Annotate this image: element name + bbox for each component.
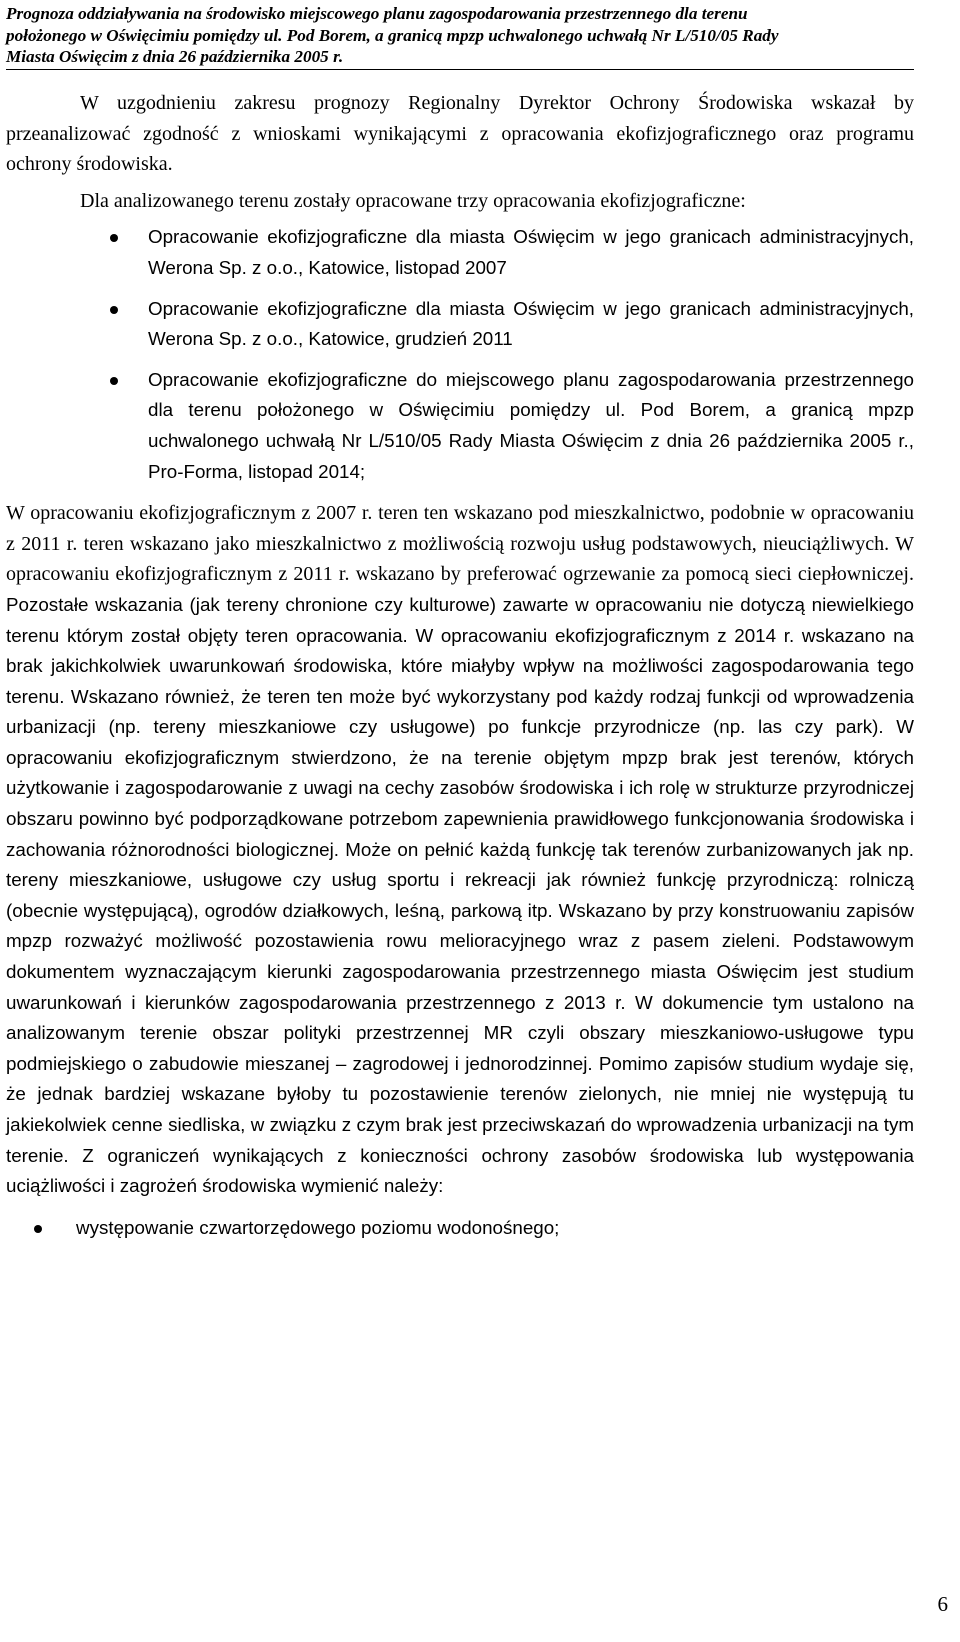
constraints-list: [6, 1213, 914, 1244]
paragraph-studies-intro: Dla analizowanego terenu zostały opracowane trzy opracowania ekofizjograficzne:: [80, 189, 746, 212]
bullet-icon: [110, 377, 118, 385]
bullet-icon: [110, 306, 118, 314]
list-item-text: Opracowanie ekofizjograficzne do miejscowego planu zagospodarowania przestrzennego dla terenu położonego w Oświęcimiu pomiędzy ul. Pod Borem, a granicą mpzp uchwalonego uchwałą Nr L/510/05 Rady Miasta Oświęcim z dnia 26 października 2005 r., Pro-Forma, listopad 2014;: [148, 368, 914, 482]
list-item-text: występowanie czwartorzędowego poziomu wodonośnego;: [76, 1216, 560, 1238]
list-item-constraint: [6, 1213, 914, 1244]
list-item-study-2007: [6, 222, 914, 283]
header-line-3: Miasta Oświęcim z dnia 26 października 2005 r.: [6, 47, 344, 66]
document-body: [6, 88, 914, 1243]
list-item-study-2014: [6, 365, 914, 487]
list-item-text: Opracowanie ekofizjograficzne dla miasta Oświęcim w jego granicach administracyjnych, Werona Sp. z o.o., Katowice, grudzień 2011: [148, 297, 914, 350]
running-header: [6, 3, 914, 70]
studies-list: [6, 222, 914, 487]
list-item-text: Opracowanie ekofizjograficzne dla miasta Oświęcim w jego granicach administracyjnych, Werona Sp. z o.o., Katowice, listopad 2007: [148, 226, 914, 278]
header-line-2: położonego w Oświęcimiu pomiędzy ul. Pod Borem, a granicą mpzp uchwalonego uchwałą Nr L/510/05 Rady: [6, 25, 779, 45]
paragraph-rdos-agreement: W uzgodnieniu zakresu prognozy Regionalny Dyrektor Ochrony Środowiska wskazał by przeanalizować zgodność z wnioskami wynikającymi z opracowania ekofizjograficznego oraz programu ochrony środowiska.: [6, 92, 914, 176]
bullet-icon: [34, 1225, 42, 1233]
findings-part-sans: Pozostałe wskazania (jak tereny chronione czy kulturowe) zawarte w opracowaniu nie dotyczą niewielkiego terenu którym został objęty teren opracowania. W opracowaniu ekofizjograficznym z 2014 r. wskazano na brak jakichkolwiek uwarunkowań środowiska, które miałyby wpływ na możliwości zagospodarowania tego terenu. Wskazano również, że teren ten może być wykorzystany pod każdy rodzaj funkcji od wprowadzenia urbanizacji (np. tereny mieszkaniowe czy usługowe) po funkcje przyrodnicze (np. las czy park). W opracowaniu ekofizjograficznym stwierdzono, że na terenie objętym mpzp brak jest terenów, których użytkowanie i zagospodarowanie z uwagi na cechy zasobów środowiska i ich rolę w strukturze przyrodniczej obszaru powinno być podporządkowane potrzebom zapewnienia prawidłowego funkcjonowania środowiska i zachowania różnorodności biologicznej. Może on pełnić każdą funkcję tak terenów zurbanizowanych jak np. tereny mieszkaniowe, usługowe czy usług sportu i rekreacji jak również funkcję przyrodniczą: rolniczą (obecnie występującą), ogrodów działkowych, leśną, parkową itp. Wskazano by przy konstruowaniu zapisów mpzp rozważyć możliwość pozostawienia rowu melioracyjnego wraz z pasem zieleni. Podstawowym dokumentem wyznaczającym kierunki zagospodarowania przestrzennego miasta Oświęcim jest studium uwarunkowań i kierunków zagospodarowania przestrzennego z 2013 r. W dokumencie tym ustalono na analizowanym terenie obszar polityki przestrzennej MR czyli obszary mieszkaniowo-usługowe typu podmiejskiego o zabudowie mieszanej – zagrodowej i jednorodzinnej. Pomimo zapisów studium wydaje się, że jednak bardziej wskazane byłoby tu pozostawienie terenów zielonych, nie mniej nie występują tu jakiekolwiek cenne siedliska, w związku z czym brak jest przeciwskazań do wprowadzenia urbanizacji na tym terenie. Z ograniczeń wynikających z konieczności ochrony zasobów środowiska lub występowania uciążliwości i zagrożeń środowiska wymienić należy:: [6, 593, 914, 1197]
page-number: 6: [937, 1592, 948, 1616]
paragraph-study-findings: [6, 498, 914, 1202]
list-item-study-2011: [6, 294, 914, 355]
findings-part-serif: W opracowaniu ekofizjograficznym z 2007 r. teren ten wskazano pod mieszkalnictwo, podobnie w opracowaniu z 2011 r. teren wskazano jako mieszkalnictwo z możliwością rozwoju usług podstawowych, nieuciążliwych. W opracowaniu ekofizjograficznym z 2011 r. wskazano by preferować ogrzewanie za pomocą sieci ciepłowniczej.: [6, 502, 914, 586]
header-line-1: Prognoza oddziaływania na środowisko miejscowego planu zagospodarowania przestrzennego dla terenu: [6, 4, 748, 23]
bullet-icon: [110, 234, 118, 242]
